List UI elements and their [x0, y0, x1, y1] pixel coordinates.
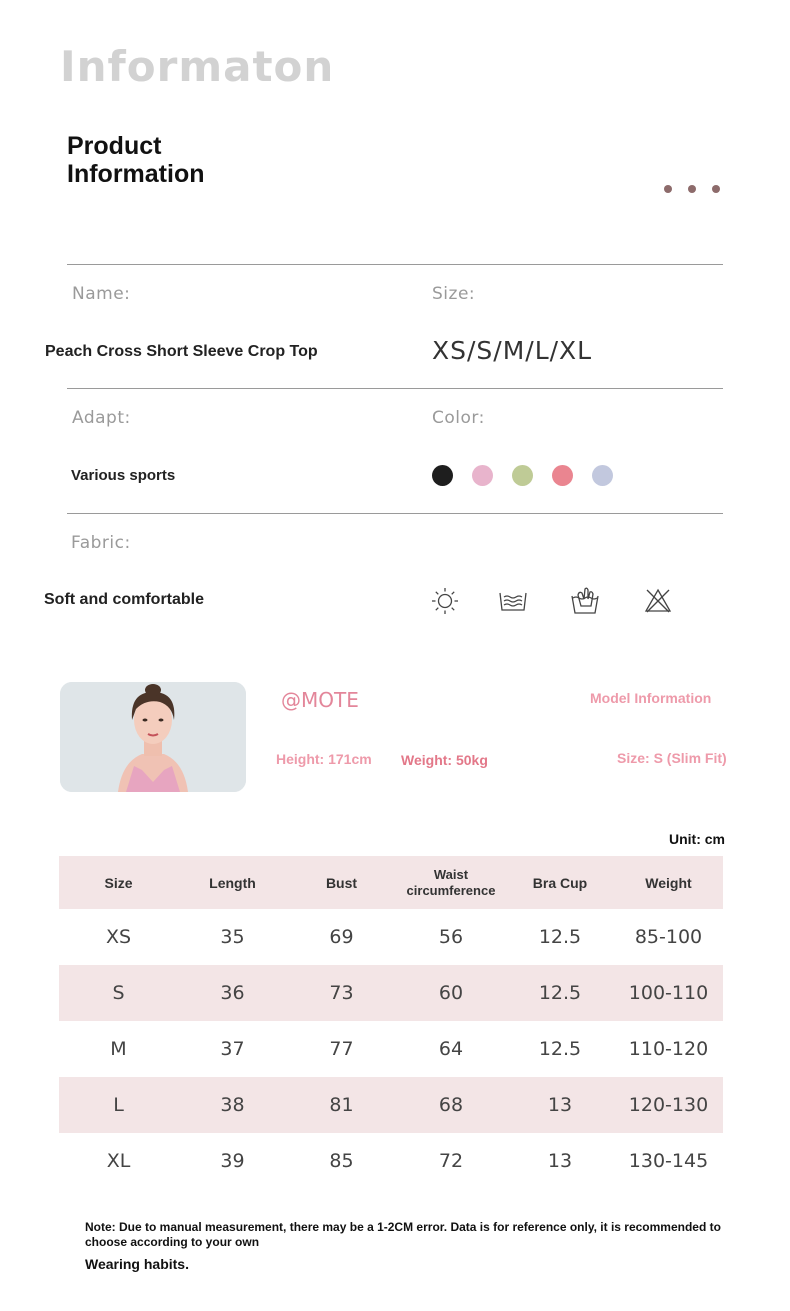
adapt-value: Various sports — [71, 467, 176, 484]
machine-wash-icon — [570, 586, 600, 616]
decorative-dots — [664, 185, 720, 193]
table-row — [59, 1133, 723, 1189]
color-swatch-lavender[interactable] — [592, 465, 613, 486]
table-row — [59, 1021, 723, 1077]
column-header: Size — [59, 856, 178, 909]
color-swatch-pink[interactable] — [472, 465, 493, 486]
table-cell: 64 — [438, 1038, 464, 1060]
table-cell: 81 — [287, 1077, 396, 1133]
column-header: Weight — [614, 856, 723, 909]
model-height: Height: 171cm — [276, 751, 372, 767]
color-label: Color: — [432, 408, 485, 428]
hand-wash-icon — [498, 586, 528, 616]
sun-dry-icon — [430, 586, 460, 616]
do-not-bleach-icon — [643, 586, 673, 616]
divider — [67, 388, 723, 389]
table-cell: 39 — [220, 1150, 245, 1172]
column-header: Bust — [287, 856, 396, 909]
table-cell: 77 — [329, 1038, 354, 1060]
table-cell: 68 — [396, 1077, 506, 1133]
table-cell: 100-110 — [614, 965, 723, 1021]
color-swatch-black[interactable] — [432, 465, 453, 486]
table-cell: 85-100 — [634, 926, 703, 948]
model-photo — [60, 682, 246, 792]
table-header-row — [59, 856, 723, 909]
table-row — [59, 965, 723, 1021]
table-cell: 130-145 — [628, 1150, 709, 1172]
table-cell: 12.5 — [538, 926, 582, 948]
table-cell: 37 — [220, 1038, 245, 1060]
column-header: Length — [178, 856, 287, 909]
section-title-line2: Information — [67, 160, 205, 188]
table-row — [59, 909, 723, 965]
size-options: XS/S/M/L/XL — [432, 336, 593, 365]
color-swatches — [432, 465, 613, 486]
table-row — [59, 1077, 723, 1133]
product-name: Peach Cross Short Sleeve Crop Top — [45, 343, 318, 360]
name-label: Name: — [72, 284, 131, 304]
table-cell: 12.5 — [506, 965, 614, 1021]
size-label: Size: — [432, 284, 476, 304]
table-cell: 85 — [329, 1150, 354, 1172]
table-cell: 72 — [438, 1150, 464, 1172]
adapt-label: Adapt: — [72, 408, 131, 428]
model-handle: @MOTE — [281, 688, 359, 712]
divider — [67, 513, 723, 514]
table-cell: 38 — [178, 1077, 287, 1133]
model-weight: Weight: 50kg — [401, 752, 488, 768]
table-cell: 12.5 — [538, 1038, 582, 1060]
model-section-label: Model Information — [590, 690, 712, 706]
column-header: Waist circumference — [396, 856, 506, 909]
fabric-label: Fabric: — [71, 533, 131, 553]
table-cell: 120-130 — [614, 1077, 723, 1133]
table-cell: 69 — [329, 926, 354, 948]
section-title-line1: Product — [67, 132, 162, 160]
table-cell: 60 — [396, 965, 506, 1021]
size-chart-table — [59, 856, 723, 1189]
table-cell: 73 — [287, 965, 396, 1021]
measurement-note: Note: Due to manual measurement, there may be a 1-2CM error. Data is for reference only, it is recommended to choose according to your own — [85, 1220, 721, 1249]
table-cell: L — [59, 1077, 178, 1133]
column-header: Bra Cup — [506, 856, 614, 909]
model-size: Size: S (Slim Fit) — [617, 750, 727, 766]
watermark-title: Informaton — [60, 42, 335, 91]
table-cell: 36 — [178, 965, 287, 1021]
table-cell: 13 — [506, 1077, 614, 1133]
color-swatch-coral[interactable] — [552, 465, 573, 486]
color-swatch-green[interactable] — [512, 465, 533, 486]
table-cell: 13 — [547, 1150, 573, 1172]
table-cell: XS — [105, 926, 132, 948]
table-cell: M — [110, 1038, 127, 1060]
table-cell: 35 — [220, 926, 245, 948]
measurement-note-continued: Wearing habits. — [85, 1256, 189, 1272]
table-cell: S — [59, 965, 178, 1021]
section-title — [67, 132, 205, 188]
fabric-value: Soft and comfortable — [44, 591, 205, 608]
table-cell: 110-120 — [628, 1038, 709, 1060]
table-cell: 56 — [438, 926, 464, 948]
unit-label: Unit: cm — [669, 831, 725, 847]
table-cell: XL — [106, 1150, 131, 1172]
divider — [67, 264, 723, 265]
